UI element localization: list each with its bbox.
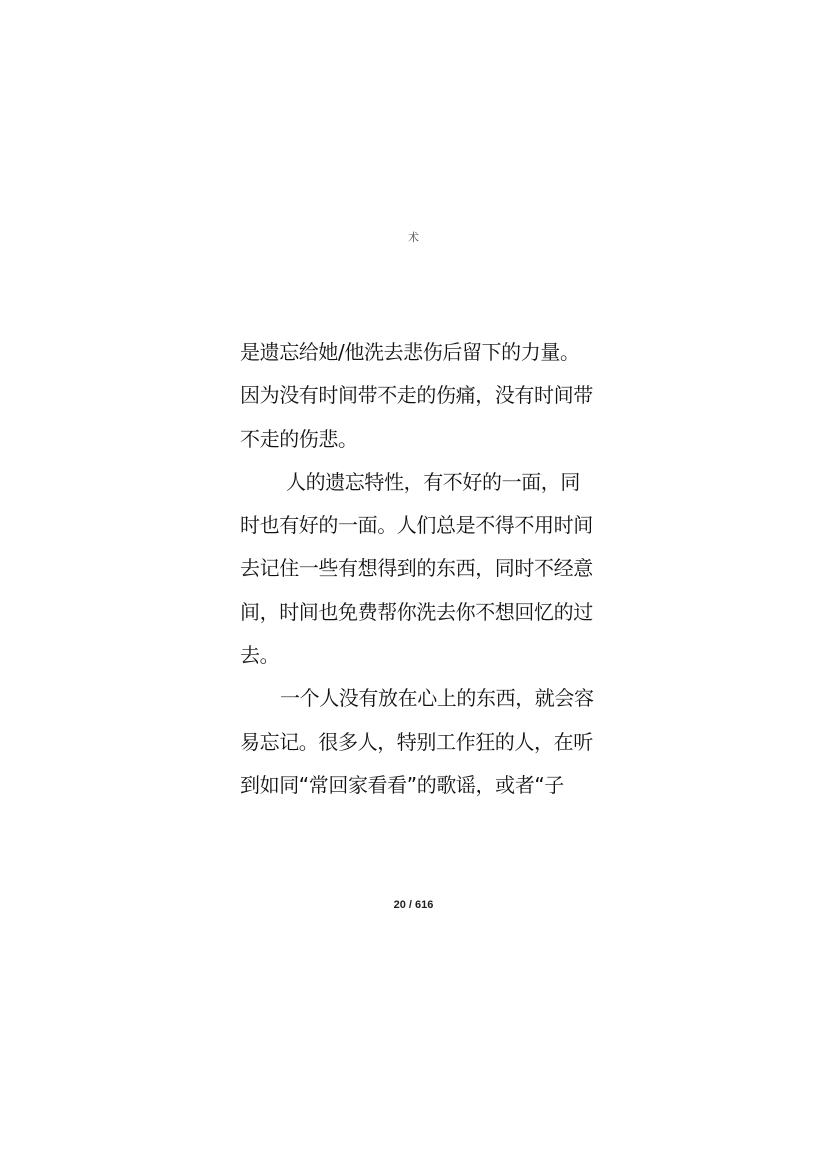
paragraph-start-line: 人的遗忘特性，有不好的一面，同 bbox=[286, 469, 580, 494]
text-line: 到如同“常回家看看”的歌谣，或者“子 bbox=[240, 772, 564, 797]
text-line: 不走的伤悲。 bbox=[240, 426, 358, 451]
text-line: 因为没有时间带不走的伤痛，没有时间带 bbox=[240, 383, 593, 408]
text-line: 间，时间也免费帮你洗去你不想回忆的过 bbox=[240, 599, 593, 624]
text-line: 是遗忘给她/他洗去悲伤后留下的力量。 bbox=[240, 340, 580, 364]
paragraph-start-line: 一个人没有放在心上的东西，就会容 bbox=[280, 686, 594, 711]
text-line: 去记住一些有想得到的东西，同时不经意 bbox=[240, 556, 593, 581]
body-text bbox=[240, 331, 594, 807]
running-header: 术 bbox=[408, 231, 419, 244]
text-line: 时也有好的一面。人们总是不得不用时间 bbox=[240, 513, 593, 538]
page-number: 20 / 616 bbox=[393, 899, 434, 911]
text-line: 易忘记。很多人，特别工作狂的人，在听 bbox=[240, 729, 593, 754]
text-line: 去。 bbox=[240, 643, 280, 668]
